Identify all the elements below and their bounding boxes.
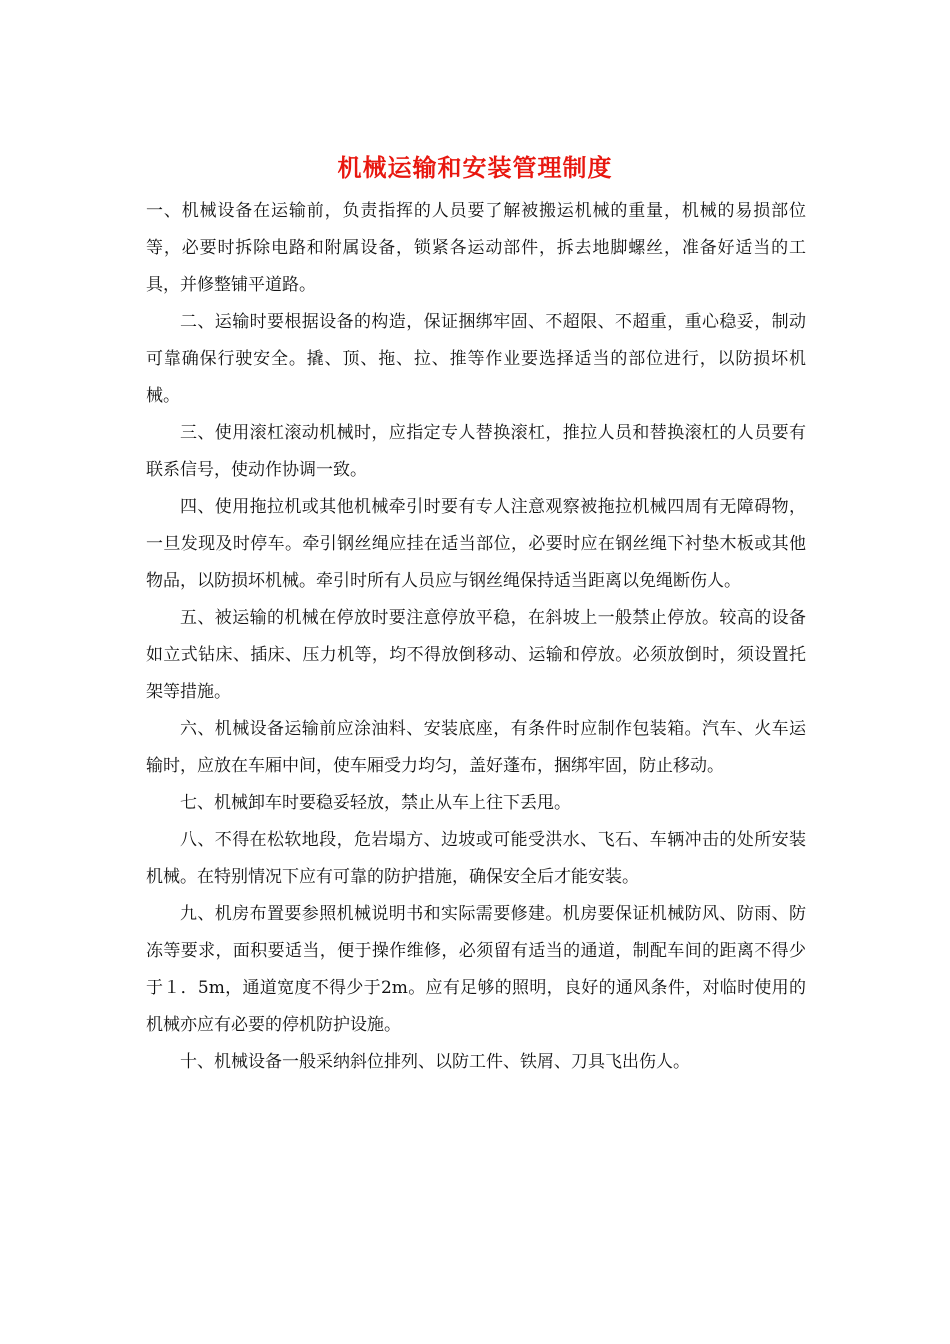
- paragraph-1: 一、机械设备在运输前，负责指挥的人员要了解被搬运机械的重量，机械的易损部位等，必要时拆除电路和附属设备，锁紧各运动部件，拆去地脚螺丝，准备好适当的工具，并修整铺平道路。: [146, 201, 806, 295]
- paragraph-3: 三、使用滚杠滚动机械时，应指定专人替换滚杠，推拉人员和替换滚杠的人员要有联系信号，使动作协调一致。: [146, 423, 806, 480]
- document-body: [146, 193, 806, 1081]
- paragraph-5: 五、被运输的机械在停放时要注意停放平稳，在斜坡上一般禁止停放。较高的设备如立式钻床、插床、压力机等，均不得放倒移动、运输和停放。必须放倒时，须设置托架等措施。: [146, 608, 806, 702]
- paragraph-8: 八、不得在松软地段，危岩塌方、边坡或可能受洪水、飞石、车辆冲击的处所安装机械。在特别情况下应有可靠的防护措施，确保安全后才能安装。: [146, 830, 806, 887]
- paragraph-7: 七、机械卸车时要稳妥轻放，禁止从车上往下丢甩。: [180, 793, 571, 813]
- paragraph-9: 九、机房布置要参照机械说明书和实际需要修建。机房要保证机械防风、防雨、防冻等要求，面积要适当，便于操作维修，必须留有适当的通道，制配车间的距离不得少于１．5m，通道宽度不得少于2m。应有足够的照明，良好的通风条件，对临时使用的机械亦应有必要的停机防护设施。: [146, 904, 806, 1035]
- paragraph-4: 四、使用拖拉机或其他机械牵引时要有专人注意观察被拖拉机械四周有无障碍物，一旦发现及时停车。牵引钢丝绳应挂在适当部位，必要时应在钢丝绳下衬垫木板或其他物品，以防损坏机械。牵引时所有人员应与钢丝绳保持适当距离以免绳断伤人。: [146, 497, 806, 591]
- paragraph-2: 二、运输时要根据设备的构造，保证捆绑牢固、不超限、不超重，重心稳妥，制动可靠确保行驶安全。撬、顶、拖、拉、推等作业要选择适当的部位进行，以防损坏机械。: [146, 312, 806, 406]
- document-title: 机械运输和安装管理制度: [337, 154, 613, 182]
- paragraph-10: 十、机械设备一般采纳斜位排列、以防工件、铁屑、刀具飞出伤人。: [180, 1052, 690, 1072]
- paragraph-6: 六、机械设备运输前应涂油料、安装底座，有条件时应制作包装箱。汽车、火车运输时，应放在车厢中间，使车厢受力均匀，盖好蓬布，捆绑牢固，防止移动。: [146, 719, 806, 776]
